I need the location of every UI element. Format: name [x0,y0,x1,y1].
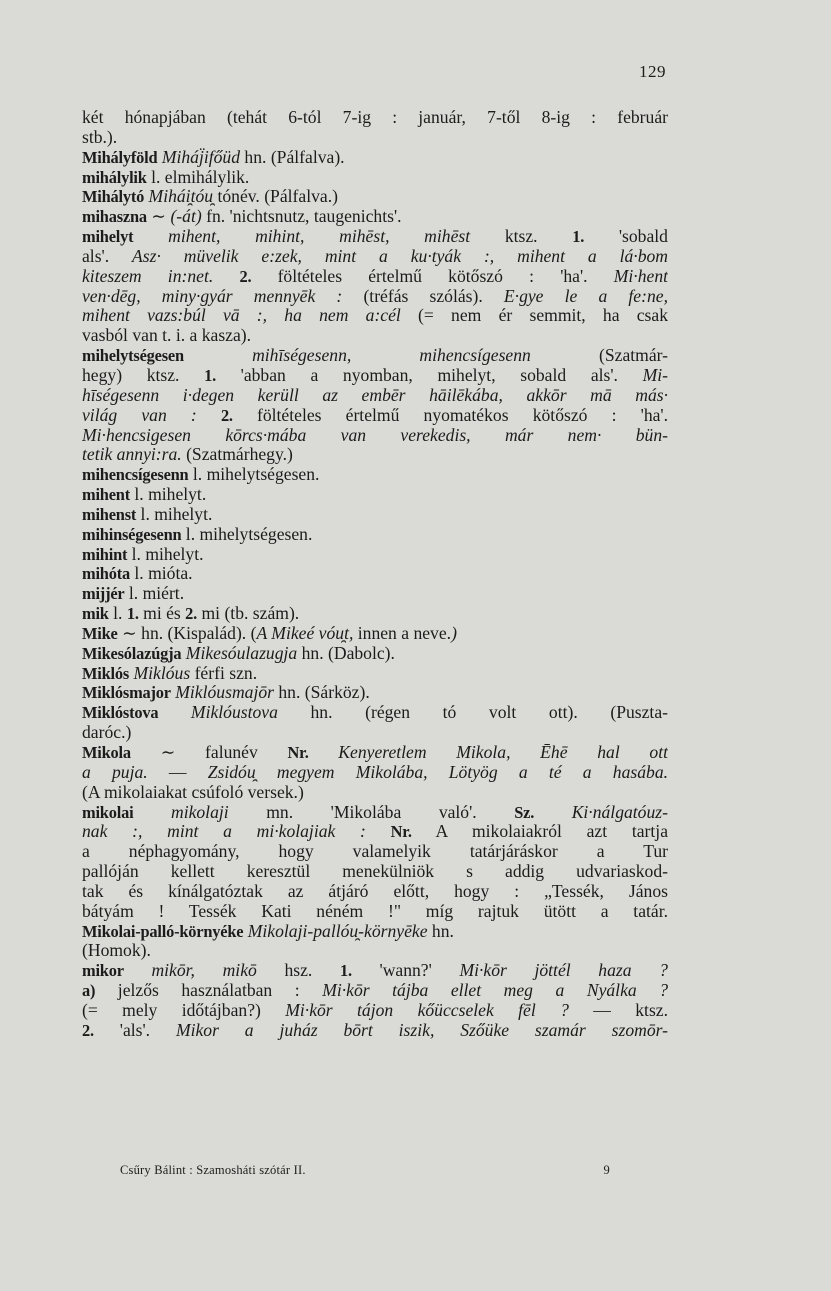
body-text: stb.). [82,127,118,147]
body-text: fn. 'nichtsnutz, taugenichts'. [201,207,402,227]
text-line [82,803,668,823]
page-footer [120,1163,610,1178]
dialect-form: ven·dēg, miny·gyár mennyēk : [82,286,343,306]
text-line [82,862,668,882]
text-line [82,743,668,763]
dialect-form: Asz· müvelik e:zek, mint a ku·tyák :, mihent a lá·bom [132,246,668,266]
headword: mihinségesenn [82,524,182,544]
body-text: — ktsz. [568,1000,668,1020]
body-text: hsz. [256,961,340,981]
body-text: l. mihelytségesen. [188,465,320,485]
body-text: föltételes értelmű nyomatékos kötőszó : 'ha'. [232,405,668,425]
dialect-form: mihīségesenn, mihencsígesenn [252,346,531,366]
text-line [82,306,668,326]
headword: mihenst [82,504,137,524]
headword: Nr. [390,822,412,842]
headword: Miklósmajor [82,683,171,703]
body-text: föltételes értelmű kötőszó : 'ha'. [251,266,614,286]
dialect-form: hīségesenn i·degen kerüll az embēr hāilēkába, akkōr mā más· [82,385,668,405]
headword: Miklóstova [82,703,159,723]
body-text: ∼ hn. (Kispalád). ( [117,623,257,643]
dialect-form: Mi·kōr jöttél haza ? [459,961,668,981]
body-text: ktsz. [470,227,573,247]
body-text: 'wann?' [351,961,460,981]
headword: Mikesólazúgja [82,643,182,663]
dialect-form: mihent vazs:búl vā :, ha nem a:cél [82,306,401,326]
dialect-form: mikolaji [170,802,229,822]
text-line [82,1001,668,1021]
text-line [82,465,668,485]
body-text [309,743,339,762]
headword: mik [82,604,109,624]
headword: Mikola [82,743,131,762]
dialect-form: kiteszem in:net. [82,266,214,286]
headword: mihelyt [82,227,134,247]
body-text: jelzős használatban : [95,981,323,1001]
dialect-form: világ van : [82,405,197,425]
headword: 2. [185,604,198,624]
text-line [82,703,668,723]
text-line [82,941,668,961]
dialect-form: Mihái̯tóu̯ [148,187,214,207]
dialect-form: Kenyeretlem Mikola, Ēhē hal ott [338,743,668,762]
text-line [82,525,668,545]
headword: 1. [572,227,585,247]
body-text: mn. 'Mikolába való'. [228,802,515,822]
dialect-form: Mi- [642,365,668,385]
dialect-form: mihent, mihint, mihēst, mihēst [168,227,471,247]
dialect-form: Ki·nálgatóuz- [571,802,668,822]
body-text: mi és [138,604,186,624]
body-text: daróc.) [82,723,132,743]
headword: mihálylik [82,167,147,187]
body-text: hn. (régen tó volt ott). (Puszta- [277,703,668,723]
text-line [82,386,668,406]
headword: mihelytségesen [82,346,184,366]
headword: Mike [82,623,118,643]
headword: 2. [239,266,252,286]
body-text: l. [108,604,127,624]
headword: mihint [82,544,128,564]
body-text: bátyám ! Tessék Kati néném !" míg rajtuk ütött a tatár. [82,901,668,921]
dialect-form: Mi·hencsigesen kōrcs·mába van verekedis, már nem· bün- [82,425,668,445]
dialect-form: Mikor a juház bōrt iszik, Szőüke szamár szomōr- [175,1020,668,1040]
text-line [82,624,668,644]
headword: mikor [82,961,124,981]
page-number: 129 [639,62,666,81]
headword: Miklós [82,663,130,683]
body-text: (Szatmár- [530,346,668,366]
body-text: (A mikolaiakat csúfoló versek.) [82,782,304,802]
text-line [82,664,668,684]
headword: Sz. [514,802,535,822]
dialect-form: A Mikeé vóu̯t, [256,623,354,643]
body-text: tak és kínálgatóztak az átjáró előtt, hogy : „Tessék, János [82,881,668,901]
dialect-form: Miklóustova [190,703,278,723]
headword: Mihálytó [82,187,145,207]
headword: mikolai [82,802,134,822]
text-line [82,426,668,446]
body-text: férfi szn. [190,663,258,683]
headword: 1. [126,604,139,624]
dialect-form: Mikolaji-pallóu̯-környēke [247,921,428,941]
text-line [82,604,668,624]
text-line [82,902,668,922]
body-text: A mikolaiakról azt tartja [411,822,668,842]
headword: 2. [220,405,233,425]
body-text: (= nem ér semmit, ha csak [400,306,668,326]
dialect-form: E·gye le a fe:ne, [503,286,668,306]
dialect-form: Zsidóu̯ megyem Mikolába, Lötyög a té a hasába. [207,762,668,782]
text-line [82,287,668,307]
body-text: hn. (Pálfalva). [240,147,345,167]
footer-source: Csűry Bálint : Szamosháti szótár II. [120,1163,306,1177]
text-line [82,406,668,426]
text-line [82,247,668,267]
dialect-form: Mi·hent [613,266,668,286]
body-text: l. miért. [124,584,185,604]
text-line [82,505,668,525]
body-text: hegy) ktsz. [82,365,205,385]
text-line [82,267,668,287]
body-text: a néphagyomány, hogy valamelyik tatárjáráskor a Tur [82,842,668,862]
body-text: két hónapjában (tehát 6-tól 7-ig : január, 7-től 8-ig : február [82,108,668,127]
text-line [82,922,668,942]
body-text: (Szatmárhegy.) [181,445,293,465]
text-line [82,445,668,465]
dialect-form: Mikesóulazugja [185,643,298,663]
body-text: tónév. (Pálfalva.) [213,187,338,207]
text-line [82,366,668,386]
body-text: l. mihelytségesen. [181,524,313,544]
text-line [82,882,668,902]
dialect-form: Mi·kōr tájon kőüccselek fēl ? [285,1000,569,1020]
text-line [82,763,668,783]
dialect-form: Miháj̈ifőüd [161,147,241,167]
body-text: innen a neve. [353,623,452,643]
headword: mihencsígesenn [82,465,189,485]
text-line [82,1021,668,1041]
body-text [133,803,171,822]
dialect-form: nak :, mint a mi·kolajiak : [82,822,366,842]
body-text [184,346,252,365]
headword: mijjér [82,584,125,604]
body-text: hn. (Sárköz). [273,683,370,703]
body-text: hn. (Dabolc). [297,643,395,663]
text-line [82,961,668,981]
body-text: l. mihelyt. [136,504,213,524]
text-line [82,168,668,188]
headword: a) [82,981,96,1001]
body-text: mi (tb. szám). [197,604,300,624]
headword: 1. [204,365,216,385]
body-text: vasból van t. i. a kasza). [82,326,252,346]
body-text: — [147,762,208,782]
dialect-form: Mi·kōr tájba ellet meg a Nyálka ? [322,981,668,1001]
text-line [82,723,668,743]
dialect-form: mikōr, mikō [151,961,257,981]
headword: Nr. [287,743,309,762]
body-text: hn. [427,921,454,941]
body-text [124,961,152,980]
text-line [82,207,668,227]
body-text: l. mióta. [129,564,193,584]
text-line [82,227,668,247]
text-line [82,981,668,1001]
headword: 2. [82,1020,94,1040]
text-line [82,842,668,862]
body-text: 'abban a nyomban, mihelyt, sobald als'. [216,365,643,385]
text-line [82,545,668,565]
text-line [82,683,668,703]
text-line [82,783,668,803]
body-text: ∼ [146,207,171,227]
headword: mihóta [82,564,130,584]
body-text: pallóján kellett keresztül menekülniök s addig udvariaskod- [82,862,668,882]
text-line [82,485,668,505]
headword: mihaszna [82,207,147,227]
headword: 1. [339,961,352,981]
text-line [82,822,668,842]
body-text: 'als'. [93,1020,176,1040]
body-text [213,267,239,286]
dialect-form: Miklóusmajōr [175,683,274,703]
body-text: ∼ falunév [130,743,288,762]
body-text [158,703,191,722]
dialect-form: (-át) [170,207,202,227]
text-line [82,346,668,366]
text-line [82,108,668,128]
text-line [82,584,668,604]
footer-signature: 9 [603,1163,610,1177]
body-text: 'sobald [584,227,668,247]
text-line [82,187,668,207]
body-text: (tréfás szólás). [342,286,504,306]
body-text: als'. [82,246,133,266]
text-line [82,148,668,168]
text-line [82,326,668,346]
text-line [82,128,668,148]
dialect-form: Miklóus [133,663,191,683]
body-text: l. mihelyt. [129,485,207,505]
body-text: l. elmihálylik. [146,167,250,187]
text-line [82,564,668,584]
body-text [197,406,221,425]
body-text [366,822,391,841]
headword: mihent [82,485,130,505]
dictionary-entries [82,108,668,1041]
dialect-form: ) [451,623,457,643]
body-text: (Homok). [82,941,151,961]
dialect-form: tetik annyi:ra. [82,445,182,465]
dialect-form: a puja. [82,762,148,782]
headword: Mihályföld [82,147,158,167]
body-text: l. mihelyt. [127,544,204,564]
body-text [133,227,168,246]
body-text [534,803,572,822]
text-line [82,644,668,664]
headword: Mikolai-palló-környéke [82,921,244,941]
body-text: (= mely időtájban?) [82,1000,286,1020]
